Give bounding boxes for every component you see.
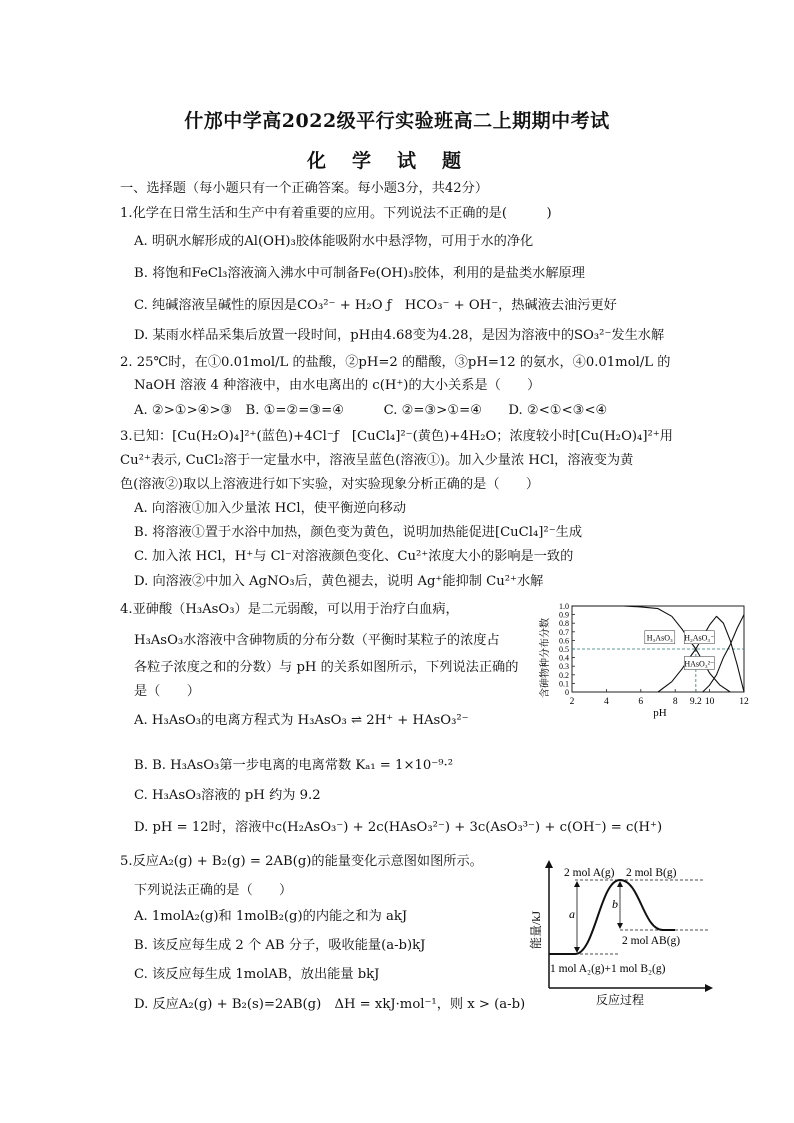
q2-stem-line1: 2. 25℃时，在①0.01mol/L 的盐酸，②pH=2 的醋酸，③pH=12 的氨水，④0.01mol/L 的 [120,355,671,370]
q5-stem-line1: 5.反应A₂(g) + B₂(g) = 2AB(g)的能量变化示意图如图所示。 [120,854,483,869]
y-tick-label: 0.5 [559,645,569,654]
q5-option-d: D. 反应A₂(g) + B₂(s)=2AB(g) ΔH = xkJ·mol⁻¹，则 x > (a-b) [134,997,526,1012]
subject-title: 化学试题 [306,150,487,172]
q1-option-b: B. 将饱和FeCl₃溶液滴入沸水中可制备Fe(OH)₃胶体，利用的是盐类水解原理 [134,266,585,281]
q2-stem-line2: NaOH 溶液 4 种溶液中，由水电离出的 c(H⁺)的大小关系是（ ） [134,378,541,393]
x-tick-label: 8 [672,697,678,707]
arrow-b-head-top [617,881,623,887]
y-tick-label: 0.7 [559,627,569,637]
exam-title: 什邡中学高2022级平行实验班高二上期期中考试 [184,110,610,132]
y-tick-label: 0.9 [559,610,569,620]
q2-options: A. ②>①>④>③ B. ①=②=③=④ C. ②=③>①=④ D. ②<①<③<④ [134,403,608,418]
q3-option-c: C. 加入浓 HCl，H⁺与 Cl⁻对溶液颜色变化、Cu²⁺浓度大小的影响是一致的 [134,549,574,564]
x-tick-label: 10 [704,697,715,707]
q1-option-c: C. 纯碱溶液呈碱性的原因是CO₃²⁻ + H₂O ƒ HCO₃⁻ + OH⁻，热碱液去油污更好 [134,298,617,313]
y-tick-label: 1.0 [559,602,569,611]
x-tick-label: 12 [739,697,749,707]
level-middle-label: 2 mol AB(g) [622,935,681,947]
series-label: HAsO₃²⁻ [684,659,715,669]
section-heading: 一、选择题（每小题只有一个正确答案。每小题3分，共42分） [120,181,489,196]
x-axis-arrow [705,984,713,992]
series-line-1 [658,616,744,692]
q3-option-d: D. 向溶液②中加入 AgNO₃后，黄色褪去，说明 Ag⁺能抑制 Cu²⁺水解 [134,574,544,589]
energy-diagram-ylabel: 能量/kJ [529,910,543,950]
x-tick-label: 6 [638,697,644,707]
level-top-label: 2 mol A(g) 2 mol B(g) [564,867,677,879]
energy-diagram-xlabel: 反应过程 [595,993,645,1007]
q4-stem-line1: 4.亚砷酸（H₃AsO₃）是二元弱酸，可以用于治疗白血病， [120,602,459,617]
q4-stem-line3: 各粒子浓度之和的分数）与 pH 的关系如图所示，下列说法正确的 [134,660,519,675]
q3-option-a: A. 向溶液①加入少量浓 HCl，使平衡逆向移动 [134,501,407,516]
q4-stem-line4: 是（ ） [134,684,200,699]
level-bottom-label: 1 mol A₂(g)+1 mol B₂(g) [550,963,666,975]
q1-option-a: A. 明矾水解形成的Al(OH)₃胶体能吸附水中悬浮物，可用于水的净化 [134,234,534,249]
y-tick-label: 0.2 [559,670,569,680]
y-tick-label: 0.3 [559,662,569,672]
y-tick-label: 0.8 [559,619,569,629]
x-tick-label: 9.2 [689,697,702,707]
arrow-b-head-bottom [617,923,623,929]
series-line-0 [572,606,730,692]
label-b: b [612,897,618,911]
distribution-chart [530,598,760,720]
q5-option-b: B. 该反应每生成 2 个 AB 分子，吸收能量(a-b)kJ [134,938,426,953]
distribution-chart-ylabel: 含砷物种分布分数 [540,618,551,698]
energy-diagram [525,858,715,1010]
y-tick-label: 0.6 [559,636,569,646]
y-tick-label: 0.4 [559,653,569,663]
label-a: a [569,907,575,921]
y-tick-label: 0 [565,688,569,697]
q4-option-a: A. H₃AsO₃的电离方程式为 H₃AsO₃ ⇌ 2H⁺ + HAsO₃²⁻ [134,713,469,728]
x-tick-label: 4 [604,697,609,707]
q5-option-a: A. 1molA₂(g)和 1molB₂(g)的内能之和为 akJ [134,909,408,924]
series-label: H₂AsO₃⁻ [684,633,715,643]
q4-option-b: B. B. H₃AsO₃第一步电离的电离常数 Kₐ₁ = 1×10⁻⁹·² [134,758,453,773]
y-tick-label: 0.1 [559,679,569,689]
q3-stem-line2: Cu²⁺表示, CuCl₂溶于一定量水中，溶液呈蓝色(溶液①)。加入少量浓 HCl，溶液变为黄 [120,453,634,468]
q3-option-b: B. 将溶液①置于水浴中加热，颜色变为黄色，说明加热能促进[CuCl₄]²⁻生成 [134,525,583,540]
q1-option-d: D. 某雨水样品采集后放置一段时间，pH由4.68变为4.28，是因为溶液中的SO₃²⁻发生水解 [134,328,665,343]
q5-stem-line2: 下列说法正确的是（ ） [134,883,293,898]
q3-stem-line1: 3.已知：[Cu(H₂O)₄]²⁺(蓝色)+4Cl⁻ƒ [CuCl₄]²⁻(黄色)+4H₂O；浓度较小时[Cu(H₂O)₄]²⁺用 [120,429,673,444]
q4-option-c: C. H₃AsO₃溶液的 pH 约为 9.2 [134,788,321,803]
q3-stem-line3: 色(溶液②)取以上溶液进行如下实验，对实验现象分析正确的是（ ） [120,477,540,492]
y-axis-arrow [545,860,553,868]
arrow-a-head-top [574,881,580,887]
q4-stem-line2: H₃AsO₃水溶液中含砷物质的分布分数（平衡时某粒子的浓度占 [134,633,500,648]
q4-option-d: D. pH = 12时，溶液中c(H₂AsO₃⁻) + 2c(HAsO₃²⁻) + 3c(AsO₃³⁻) + c(OH⁻) = c(H⁺) [134,820,663,835]
series-label: H₃AsO₃ [646,633,673,643]
distribution-chart-xlabel: pH [653,707,667,719]
q5-option-c: C. 该反应每生成 1molAB，放出能量 bkJ [134,967,380,982]
x-tick-label: 2 [569,697,575,707]
q1-stem: 1.化学在日常生活和生产中有着重要的应用。下列说法不正确的是( ) [120,206,552,221]
